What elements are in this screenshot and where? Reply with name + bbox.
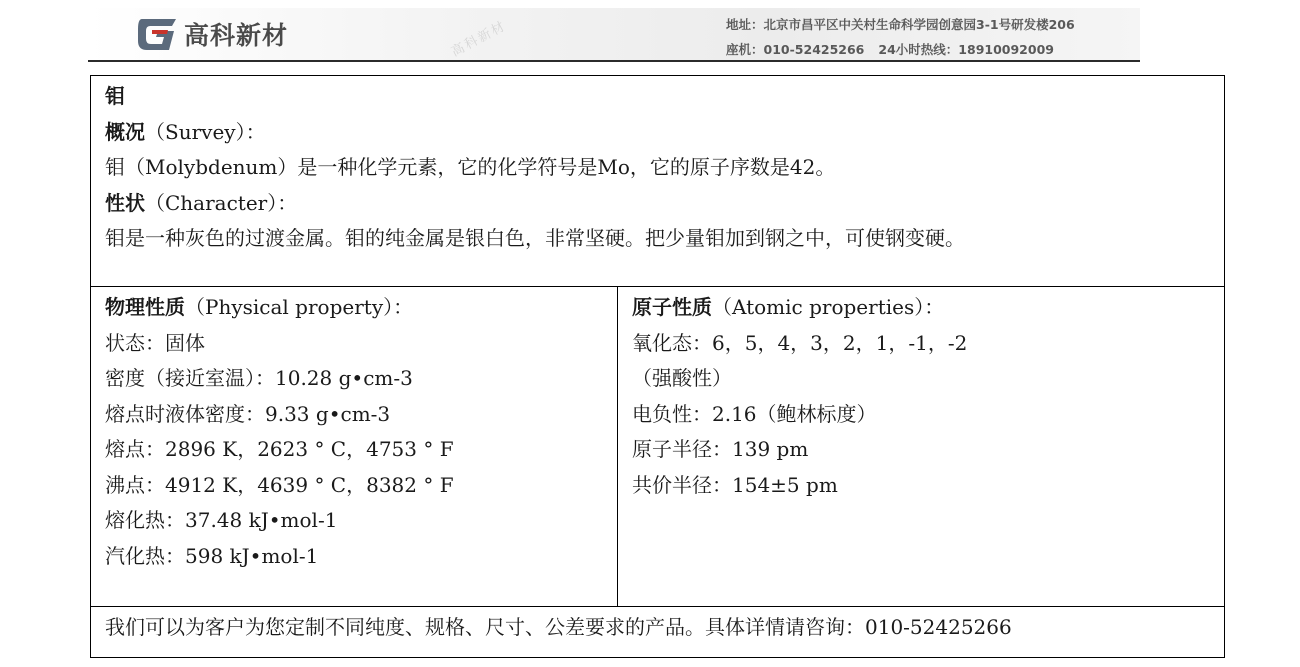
physical-heading-en: （Physical property）： <box>185 295 414 319</box>
atomic-item: 原子半径：139 pm <box>632 437 809 461</box>
product-info-table <box>90 75 1225 658</box>
atomic-heading-en: （Atomic properties）： <box>712 295 945 319</box>
logo-mark-icon <box>138 17 178 51</box>
hotline-value: 18910092009 <box>958 42 1054 57</box>
physical-heading: 物理性质 <box>105 295 185 319</box>
phone-line <box>726 37 1075 62</box>
physical-item: 熔点时液体密度：9.33 g•cm-3 <box>105 401 391 426</box>
character-heading-line <box>105 186 1224 222</box>
address-line <box>726 12 1075 37</box>
customization-note: 我们可以为客户为您定制不同纯度、规格、尺寸、公差要求的产品。具体详情请咨询：010-52425266 <box>105 615 1012 639</box>
customization-note-row <box>91 607 1224 657</box>
physical-item: 密度（接近室温）：10.28 g•cm-3 <box>105 366 413 390</box>
overview-section <box>91 76 1224 287</box>
physical-item: 熔点：2896 K，2623 ° C，4753 ° F <box>105 437 454 461</box>
company-logo <box>138 16 288 52</box>
atomic-item: （强酸性） <box>632 366 732 390</box>
contact-info <box>726 12 1075 62</box>
logo-text: 高科新材 <box>184 21 289 50</box>
character-heading-en: （Character）： <box>145 190 298 215</box>
survey-heading-en: （Survey）： <box>145 119 266 144</box>
physical-item: 沸点：4912 K，4639 ° C，8382 ° F <box>105 472 454 497</box>
physical-properties-cell <box>91 287 618 606</box>
atomic-item: 氧化态：6，5，4，3，2，1，-1，-2 <box>632 330 968 355</box>
atomic-item: 共价半径：154±5 pm <box>632 472 838 497</box>
atomic-heading: 原子性质 <box>632 295 712 319</box>
character-heading: 性状 <box>105 190 145 215</box>
properties-section <box>91 287 1224 607</box>
physical-heading-line <box>105 290 617 326</box>
physical-item: 熔化热：37.48 kJ•mol-1 <box>105 508 338 532</box>
header-watermark: 高科新材 <box>448 18 509 60</box>
physical-item: 状态：固体 <box>105 330 205 355</box>
atomic-properties-cell <box>618 287 1224 606</box>
physical-item: 汽化热：598 kJ•mol-1 <box>105 543 319 568</box>
hotline-label: 24小时热线： <box>878 42 959 57</box>
survey-heading-line <box>105 115 1224 151</box>
survey-heading: 概况 <box>105 119 145 144</box>
character-text: 钼是一种灰色的过渡金属。钼的纯金属是银白色，非常坚硬。把少量钼加到钢之中，可使钢变硬。 <box>105 226 965 250</box>
address-value: 北京市昌平区中关村生命科学园创意园3-1号研发楼206 <box>763 17 1075 32</box>
address-label: 地址： <box>726 17 764 32</box>
element-name: 钼 <box>105 84 125 108</box>
page-header <box>88 8 1140 62</box>
phone-label: 座机： <box>726 42 764 57</box>
atomic-heading-line <box>632 290 1224 326</box>
survey-text: 钼（Molybdenum）是一种化学元素，它的化学符号是Mo，它的原子序数是42。 <box>105 155 836 179</box>
phone-value: 010-52425266 <box>763 42 865 57</box>
atomic-item: 电负性：2.16（鲍林标度） <box>632 401 877 426</box>
